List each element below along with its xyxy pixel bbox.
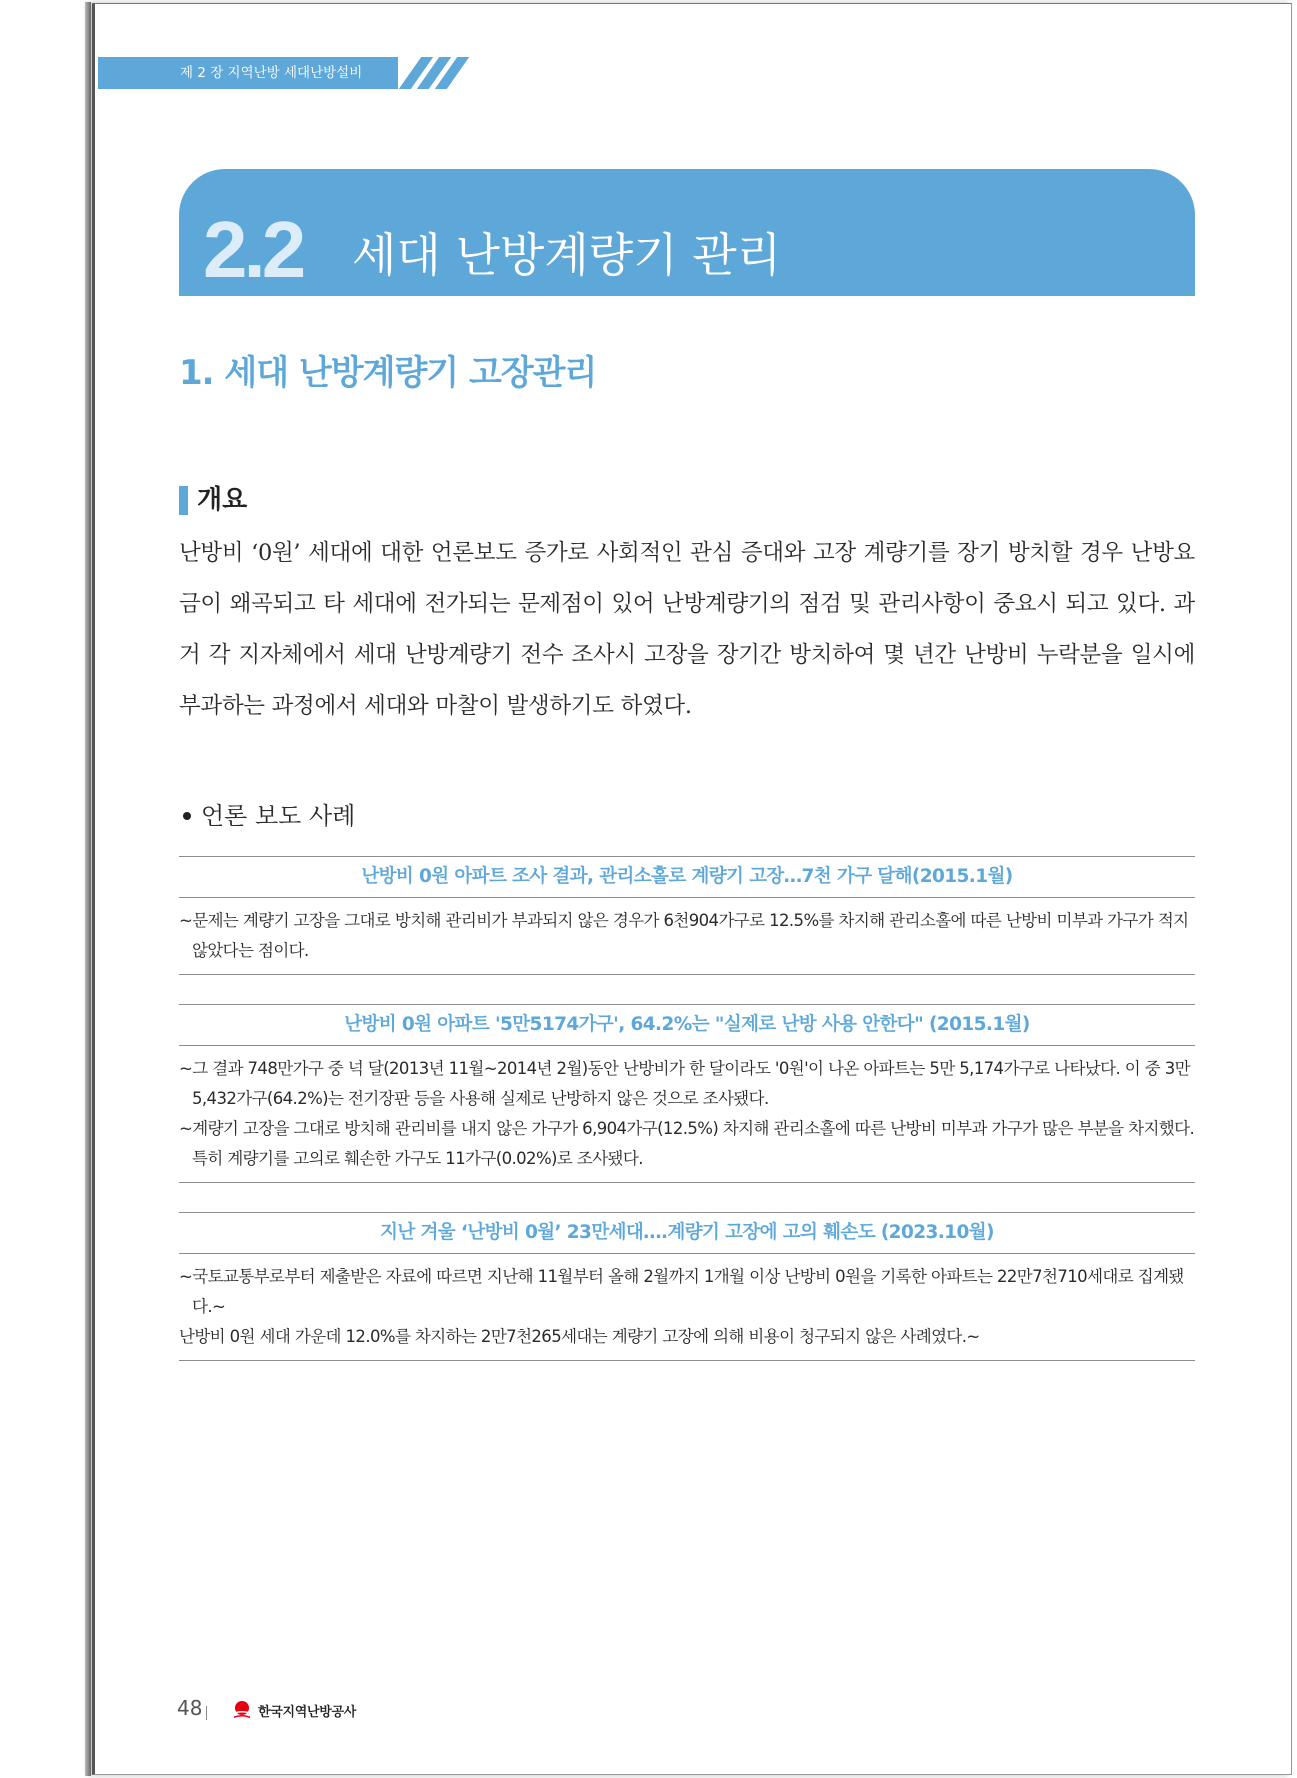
section-title: 세대 난방계량기 관리 — [352, 228, 782, 282]
sun-logo-icon — [230, 1698, 254, 1722]
news-body — [179, 1046, 1195, 1182]
bullet-icon — [183, 812, 191, 820]
subsection-title: 1. 세대 난방계량기 고장관리 — [179, 353, 597, 393]
overview-heading: 개요 — [197, 485, 248, 515]
page-number-divider — [206, 1706, 207, 1720]
news-title: 난방비 0원 아파트 '5만5174가구', 64.2%는 "실제로 난방 사용 안한다" (2015.1월) — [179, 1005, 1195, 1046]
news-title: 지난 겨울 ‘난방비 0월’ 23만세대….계량기 고장에 고의 훼손도 (2023.10월) — [179, 1213, 1195, 1254]
chapter-tab-label: 제 2 장 지역난방 세대난방설비 — [180, 65, 363, 81]
org-logo — [230, 1695, 356, 1725]
news-body — [179, 1254, 1195, 1360]
news-line: ~국토교통부로부터 제출받은 자료에 따르면 지난해 11월부터 올해 2월까지 1개월 이상 난방비 0원을 기록한 아파트는 22만7천710세대로 집계됐다.~ — [179, 1267, 1184, 1316]
news-heading-label: 언론 보도 사례 — [201, 802, 356, 830]
overview-marker — [179, 486, 188, 515]
news-box — [179, 1004, 1195, 1183]
news-title: 난방비 0원 아파트 조사 결과, 관리소홀로 계량기 고장…7천 가구 달해(2015.1월) — [179, 857, 1195, 898]
news-heading — [183, 796, 355, 836]
page-number: 48 — [177, 1696, 203, 1720]
news-body — [179, 898, 1195, 974]
news-line: ~문제는 계량기 고장을 그대로 방치해 관리비가 부과되지 않은 경우가 6천904가구로 12.5%를 차지해 관리소홀에 따른 난방비 미부과 가구가 적지 않았다는 점이다. — [179, 911, 1189, 960]
news-line: ~그 결과 748만가구 중 넉 달(2013년 11월~2014년 2월)동안 난방비가 한 달이라도 '0원'이 나온 아파트는 5만 5,174가구로 나타났다. 이 중 3만 5,432가구(64.2%)는 전기장판 등을 사용해 실제로 난방하지 않은 것으로 조사됐다. — [179, 1059, 1190, 1108]
news-box — [179, 1212, 1195, 1361]
section-number: 2.2 — [203, 205, 303, 294]
news-line: ~계량기 고장을 그대로 방치해 관리비를 내지 않은 가구가 6,904가구(12.5%) 차지해 관리소홀에 따른 난방비 미부과 가구가 많은 부분을 차지했다. 특히 계량기를 고의로 훼손한 가구도 11가구(0.02%)로 조사됐다. — [179, 1119, 1195, 1168]
overview-body: 난방비 ‘0원’ 세대에 대한 언론보도 증가로 사회적인 관심 증대와 고장 계량기를 장기 방치할 경우 난방요금이 왜곡되고 타 세대에 전가되는 문제점이 있어 난방계량기의 점검 및 관리사항이 중요시 되고 있다. 과거 각 지자체에서 세대 난방계량기 전수 조사시 고장을 장기간 방치하여 몇 년간 난방비 누락분을 일시에 부과하는 과정에서 세대와 마찰이 발생하기도 하였다. — [179, 540, 1195, 719]
news-line: 난방비 0원 세대 가운데 12.0%를 차지하는 2만7천265세대는 계량기 고장에 의해 비용이 청구되지 않은 사례였다.~ — [179, 1327, 980, 1346]
org-name: 한국지역난방공사 — [258, 1704, 357, 1720]
news-box — [179, 856, 1195, 975]
